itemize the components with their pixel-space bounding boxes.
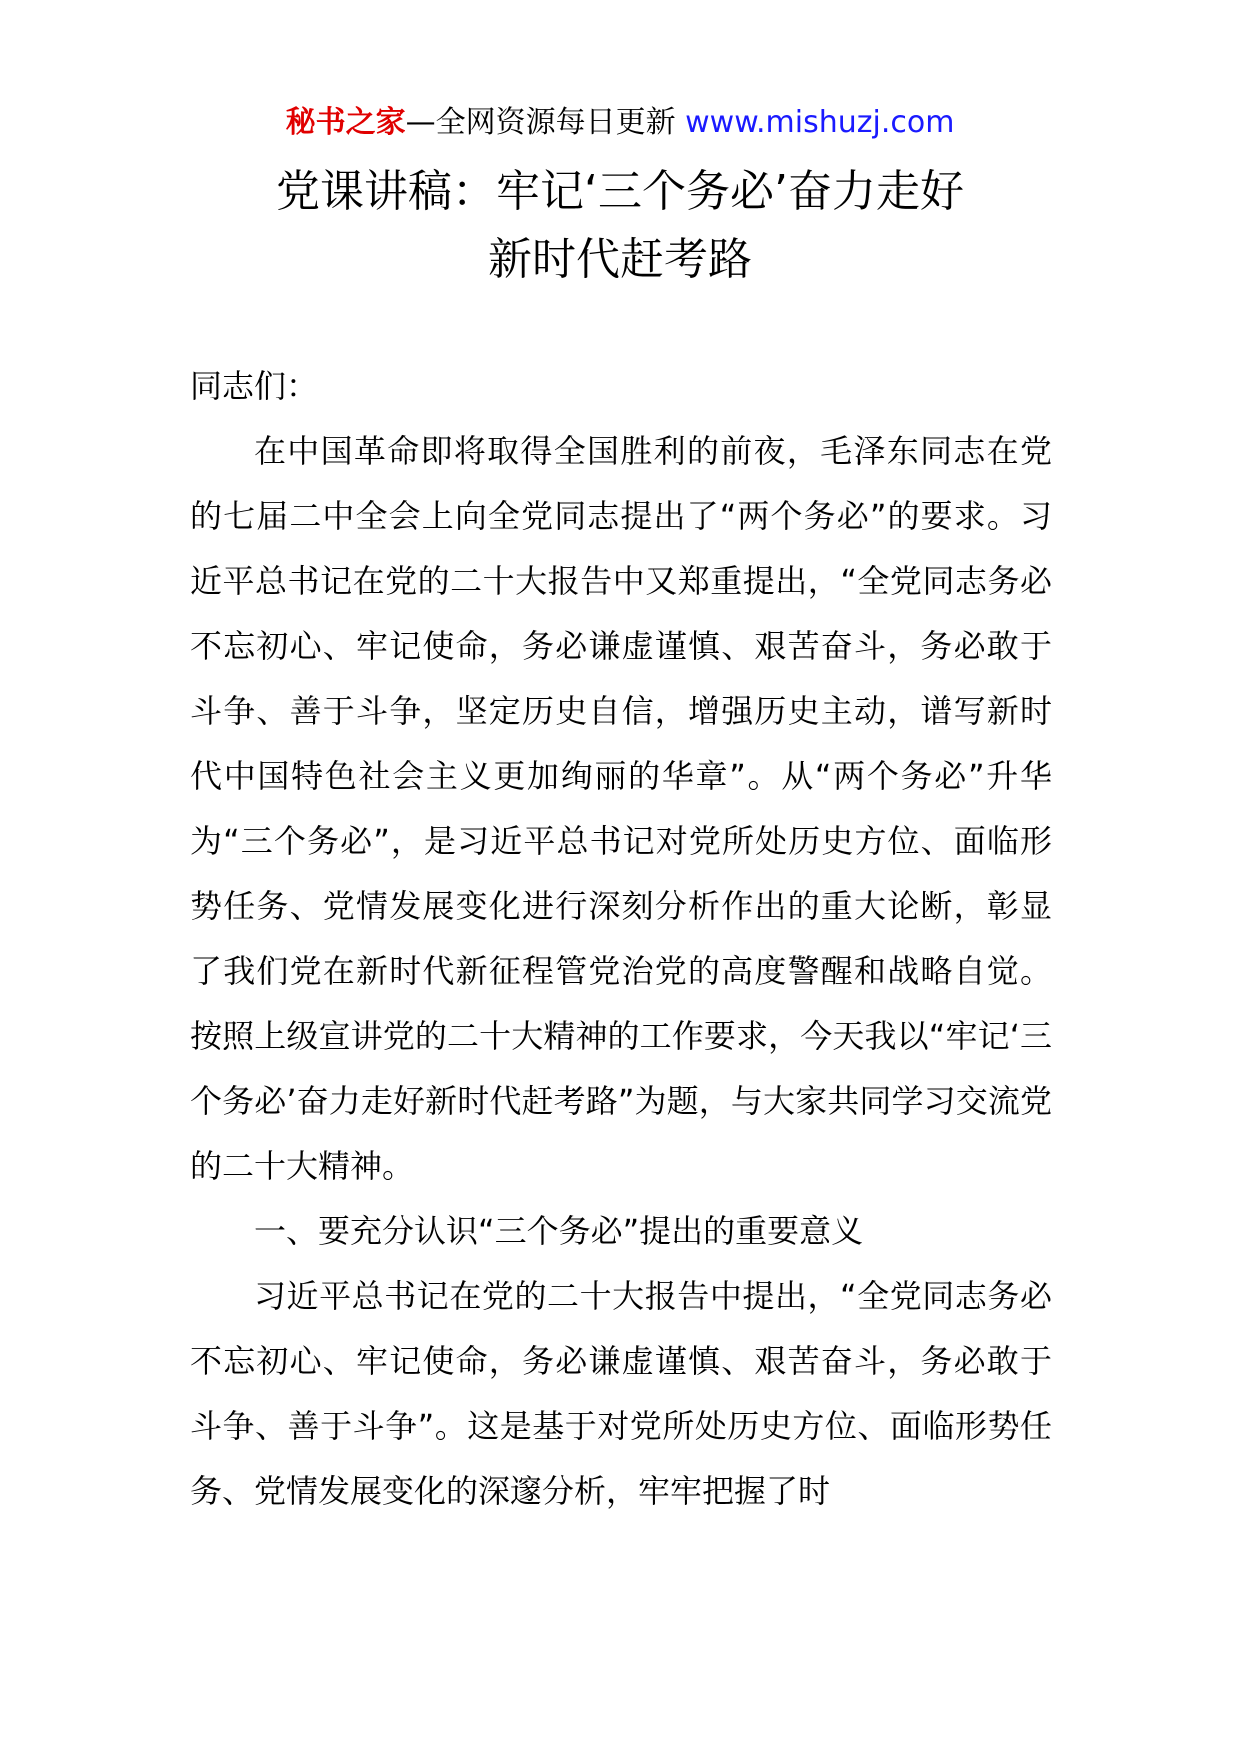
header-tagline: —全网资源每日更新 <box>405 105 676 140</box>
brand-name: 秘书之家 <box>285 105 406 140</box>
title-line-2: 新时代赶考路 <box>488 234 752 285</box>
document-title <box>0 158 1240 294</box>
document-body <box>190 354 1052 1524</box>
salutation: 同志们： <box>190 367 319 405</box>
section-heading-1: 一、要充分认识“三个务必”提出的重要意义 <box>254 1212 864 1250</box>
watermark-header <box>0 100 1240 146</box>
site-url-link[interactable]: www.mishuzj.com <box>685 105 955 140</box>
body-paragraph-2: 习近平总书记在党的二十大报告中提出，“全党同志务必不忘初心、牢记使命，务必谦虚谨慎、艰苦奋斗，务必敢于斗争、善于斗争”。这是基于对党所处历史方位、面临形势任务、党情发展变化的深邃分析，牢牢把握了时 <box>190 1277 1052 1510</box>
body-paragraph-1: 在中国革命即将取得全国胜利的前夜，毛泽东同志在党的七届二中全会上向全党同志提出了“两个务必”的要求。习近平总书记在党的二十大报告中又郑重提出，“全党同志务必不忘初心、牢记使命，务必谦虚谨慎、艰苦奋斗，务必敢于斗争、善于斗争，坚定历史自信，增强历史主动，谱写新时代中国特色社会主义更加绚丽的华章”。从“两个务必”升华为“三个务必”，是习近平总书记对党所处历史方位、面临形势任务、党情发展变化进行深刻分析作出的重大论断，彰显了我们党在新时代新征程管党治党的高度警醒和战略自觉。按照上级宣讲党的二十大精神的工作要求，今天我以“牢记‘三个务必’奋力走好新时代赶考路”为题，与大家共同学习交流党的二十大精神。 <box>190 432 1052 1185</box>
title-line-1: 党课讲稿：牢记‘三个务必’奋力走好 <box>276 166 964 217</box>
